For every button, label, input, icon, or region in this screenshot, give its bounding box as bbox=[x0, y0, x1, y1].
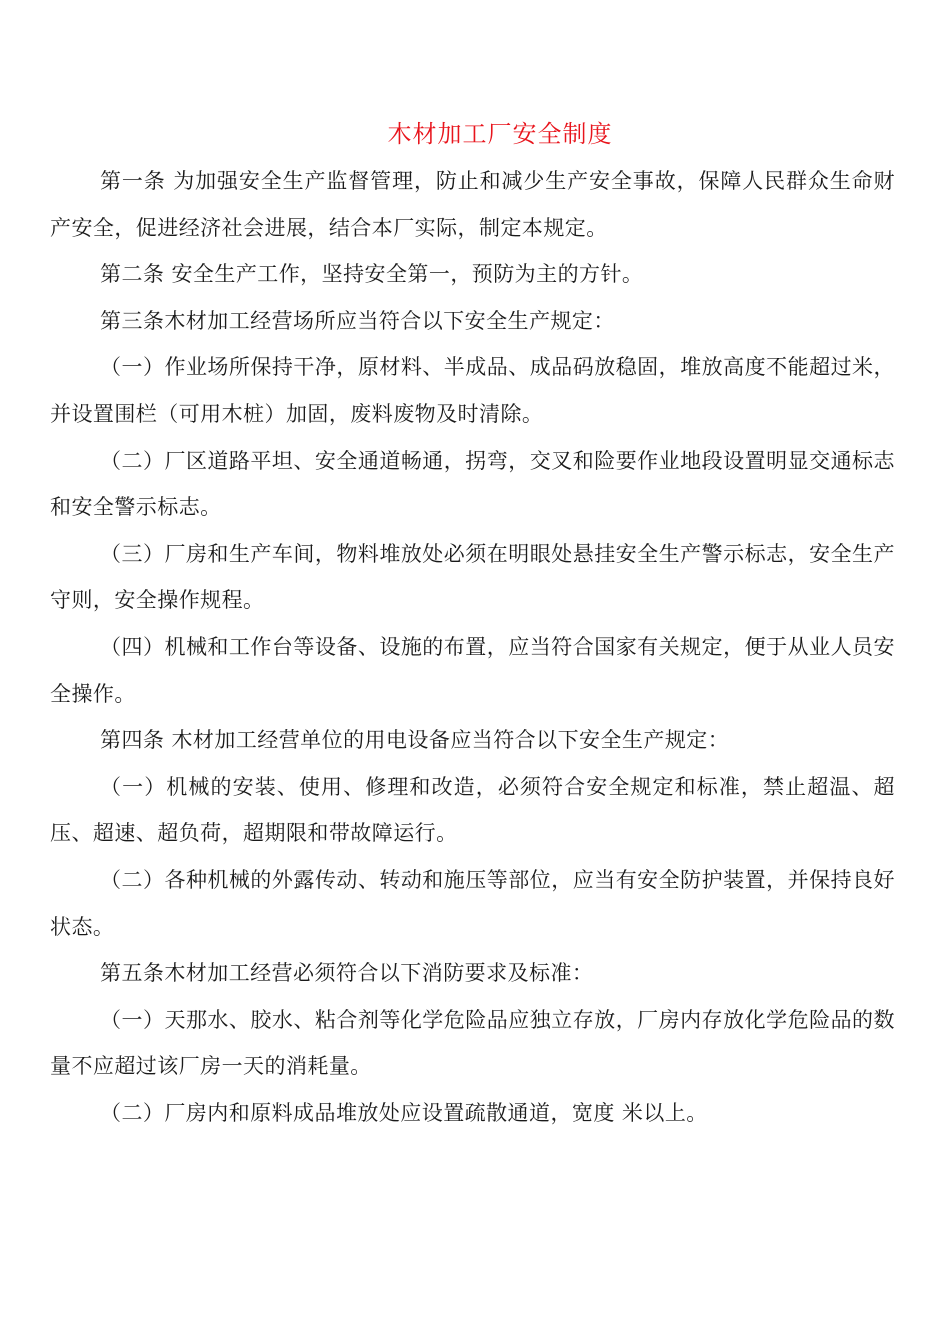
paragraph-article-2: 第二条 安全生产工作，坚持安全第一，预防为主的方针。 bbox=[100, 262, 644, 287]
paragraph-article-5: 第五条木材加工经营必须符合以下消防要求及标准： bbox=[100, 961, 594, 986]
paragraph-article-4: 第四条 木材加工经营单位的用电设备应当符合以下安全生产规定： bbox=[100, 728, 730, 753]
paragraph-article-1: 第一条 为加强安全生产监督管理，防止和减少生产安全事故，保障人民群众生命财产安全，促进经济社会进展，结合本厂实际，制定本规定。 bbox=[50, 169, 895, 240]
paragraph-article-3: 第三条木材加工经营场所应当符合以下安全生产规定： bbox=[100, 308, 615, 333]
paragraph-article-4-item-1: （一）机械的安装、使用、修理和改造，必须符合安全规定和标准，禁止超温、超压、超速、超负荷，超期限和带故障运行。 bbox=[50, 774, 895, 846]
document-title: 木材加工厂安全制度 bbox=[387, 120, 613, 148]
document-body bbox=[50, 158, 895, 1136]
paragraph-article-3-item-3: （三）厂房和生产车间，物料堆放处必须在明眼处悬挂安全生产警示标志，安全生产守则，安全操作规程。 bbox=[50, 541, 895, 613]
paragraph-article-3-item-4: （四）机械和工作台等设备、设施的布置，应当符合国家有关规定，便于从业人员安全操作。 bbox=[50, 634, 895, 706]
paragraph-article-3-item-1: （一）作业场所保持干净，原材料、半成品、成品码放稳固，堆放高度不能超过米，并设置围栏（可用木桩）加固，废料废物及时清除。 bbox=[50, 355, 895, 426]
paragraph-article-5-item-2: （二）厂房内和原料成品堆放处应设置疏散通道，宽度 米以上。 bbox=[100, 1100, 708, 1125]
paragraph-article-4-item-2: （二）各种机械的外露传动、转动和施压等部位，应当有安全防护装置，并保持良好状态。 bbox=[50, 867, 895, 939]
paragraph-article-3-item-2: （二）厂区道路平坦、安全通道畅通，拐弯，交叉和险要作业地段设置明显交通标志和安全警示标志。 bbox=[50, 448, 895, 520]
paragraph-article-5-item-1: （一）天那水、胶水、粘合剂等化学危险品应独立存放，厂房内存放化学危险品的数量不应超过该厂房一天的消耗量。 bbox=[50, 1007, 895, 1079]
